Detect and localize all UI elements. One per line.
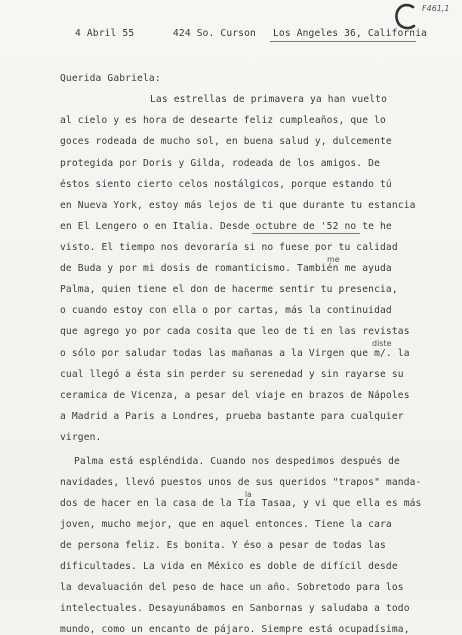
body-line: cual llegó a ésta sin perder su serenedad y sin rayarse su (60, 369, 404, 380)
body-line: éstos siento cierto celos nostálgicos, porque estando tú (60, 179, 392, 190)
body-line: mundo, como un encanto de pájaro. Siempre está ocupadísima, (60, 624, 410, 635)
body-line: navidades, llevó puestos unos de sus queridos "trapos" manda- (60, 477, 422, 488)
inserted-word-diste: diste (372, 339, 392, 348)
body-line: a Madrid a Paris a Londres, prueba bastante para cualquier (60, 411, 404, 422)
body-line: que agrego yo por cada cosita que leo de ti en las revistas (60, 326, 410, 337)
city-underline (270, 40, 418, 44)
inserted-word-la: la (245, 490, 252, 499)
body-line: o sólo por saludar todas las mañanas a la Virgen que m/. la (60, 348, 410, 359)
body-line: intelectuales. Desayunábamos en Sanbornas y saludaba a todo (60, 603, 410, 614)
body-line: goces rodeada de mucho sol, en buena salud y, dulcemente (60, 136, 392, 147)
body-line: o cuando estoy con ella o por cartas, más la continuidad (60, 305, 392, 316)
inserted-word-me: me (327, 255, 340, 264)
body-line: joven, mucho mejor, que en aquel entonces. Tiene la cara (60, 519, 392, 530)
body-line: de persona feliz. Es bonita. Y éso a pesar de todas las (60, 540, 386, 551)
body-line: de Buda y por mi dosis de romanticismo. También me ayuda (60, 263, 392, 274)
body-line: la devaluación del peso de hace un año. Sobretodo para los (60, 582, 404, 593)
letter-date: 4 Abril 55 (75, 28, 135, 39)
body-line: virgen. (60, 432, 102, 443)
body-line: Las estrellas de primavera ya han vuelto (150, 94, 388, 105)
body-line: dificultades. La vida en México es doble de difícil desde (60, 561, 398, 572)
body-line: Palma está espléndida. Cuando nos despedimos después de (74, 456, 400, 467)
body-line: al cielo y es hora de desearte feliz cumpleaños, que lo (60, 115, 386, 126)
body-line: en Nueva York, estoy más lejos de ti que durante tu estancia (60, 200, 416, 211)
folio-note: F461,1 (422, 4, 450, 13)
body-line: ceramica de Vicenza, a pesar del viaje en brazos de Nápoles (60, 390, 410, 401)
letter-street: 424 So. Curson (173, 28, 256, 39)
body-line: en El Lengero o en Italia. Desde octubre de '52 no te he (60, 221, 392, 232)
body-line: dos de hacer en la casa de la Tía Tasaa, y vi que ella es más (60, 498, 422, 509)
body-line: visto. El tiempo nos devoraría si no fuese por tu calidad (60, 242, 398, 253)
body-line: protegida por Doris y Gilda, rodeada de los amigos. De (60, 158, 380, 169)
date-underline (252, 232, 362, 236)
letter-city: Los Angeles 36, California (273, 28, 428, 39)
body-line: Palma, quien tiene el don de hacerme sentir tu presencia, (60, 284, 398, 295)
salutation: Querida Gabriela: (60, 73, 161, 84)
